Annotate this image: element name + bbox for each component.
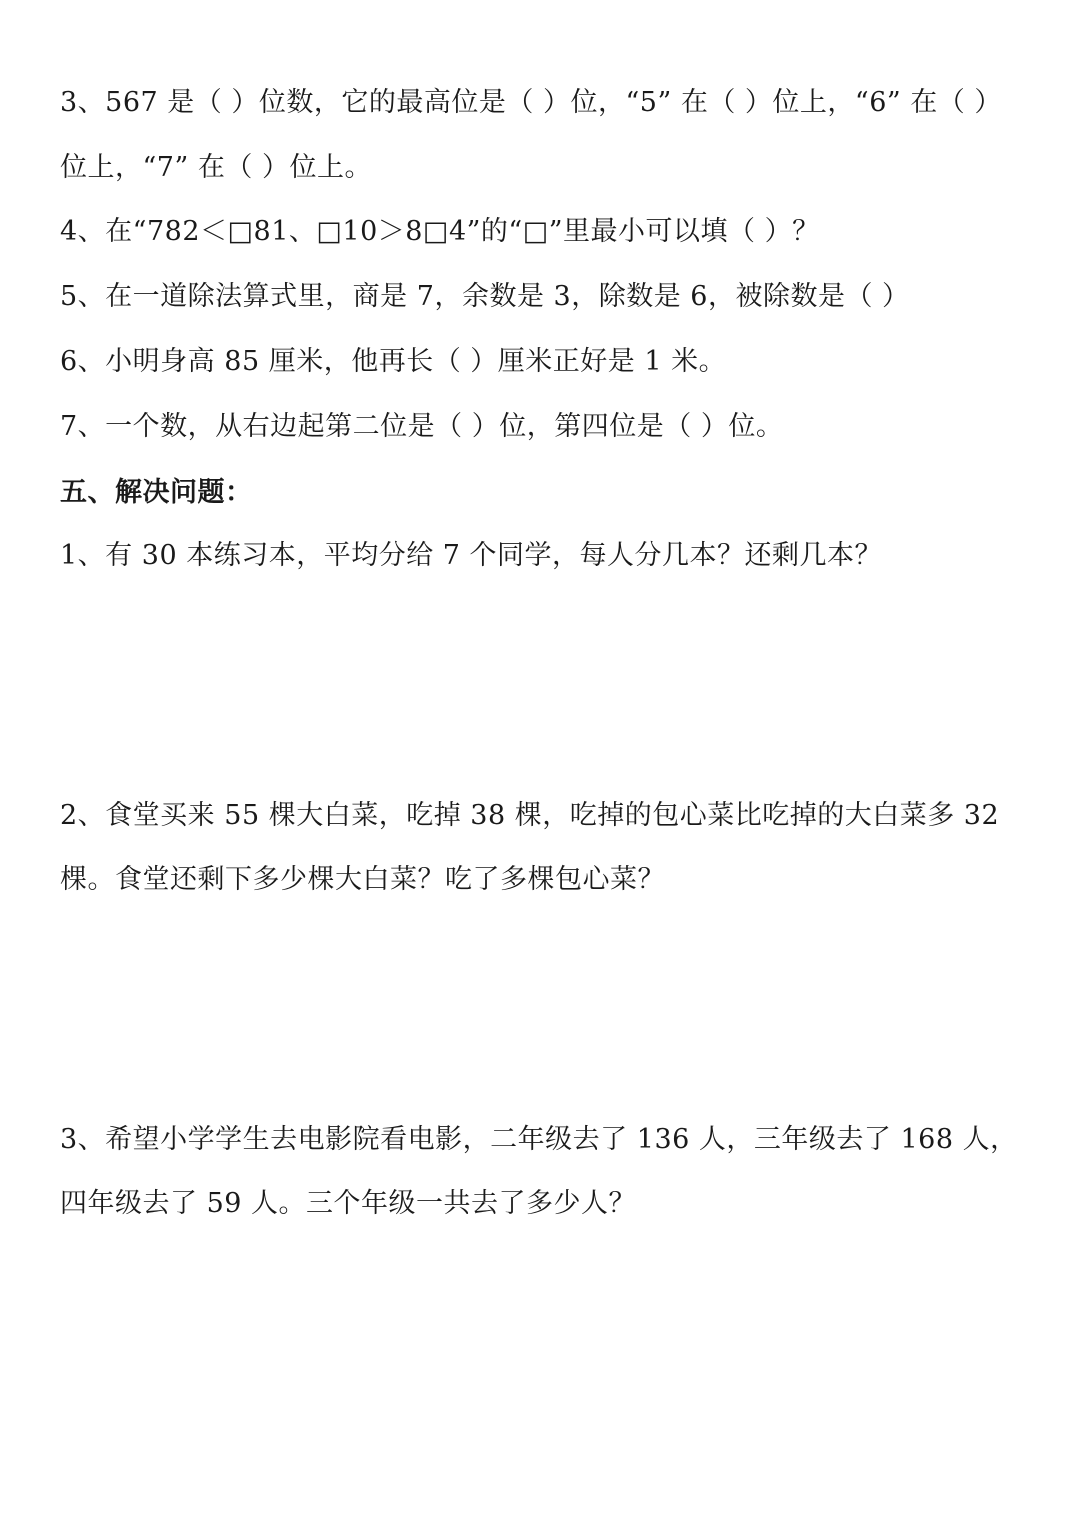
problem-2-line-2: 棵。食堂还剩下多少棵大白菜？吃了多棵包心菜？ — [60, 864, 665, 895]
question-3-line-2: 位上，“7” 在（ ）位上。 — [60, 152, 372, 183]
problem-3-line-2: 四年级去了 59 人。三个年级一共去了多少人？ — [60, 1188, 637, 1219]
question-3-line-1: 3、567 是（ ）位数，它的最高位是（ ）位，“5” 在（ ）位上，“6” 在（ ） — [60, 87, 1002, 118]
problem-2-line-1: 2、食堂买来 55 棵大白菜，吃掉 38 棵，吃掉的包心菜比吃掉的大白菜多 32 — [60, 800, 1000, 831]
question-4: 4、在“782＜□81、□10＞8□4”的“□”里最小可以填（ ）？ — [60, 216, 820, 247]
question-6: 6、小明身高 85 厘米，他再长（ ）厘米正好是 1 米。 — [60, 346, 727, 377]
question-7: 7、一个数，从右边起第二位是（ ）位，第四位是（ ）位。 — [60, 411, 784, 442]
section-5-title: 五、解决问题： — [60, 477, 253, 508]
question-5: 5、在一道除法算式里，商是 7，余数是 3，除数是 6，被除数是（ ） — [60, 281, 910, 312]
problem-1: 1、有 30 本练习本，平均分给 7 个同学，每人分几本？还剩几本？ — [60, 540, 883, 571]
problem-3-line-1: 3、希望小学学生去电影院看电影，二年级去了 136 人，三年级去了 168 人， — [60, 1124, 1018, 1155]
